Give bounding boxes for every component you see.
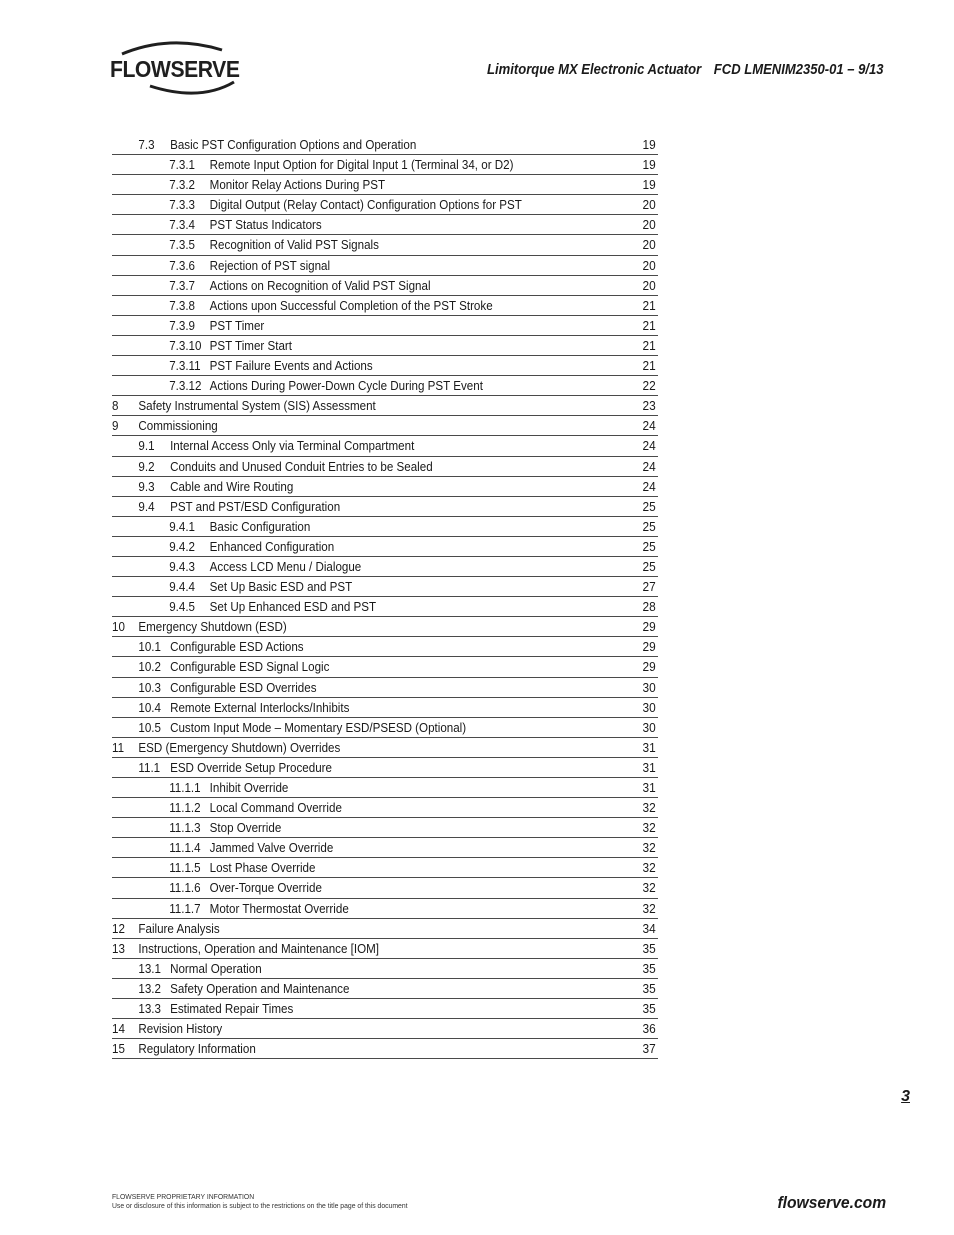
toc-entry[interactable] <box>112 939 658 959</box>
toc-entry-page: 36 <box>642 1021 656 1037</box>
toc-entry-page: 30 <box>642 699 656 715</box>
toc-entry-page: 25 <box>642 538 656 554</box>
toc-entry-page: 25 <box>642 498 656 514</box>
toc-entry[interactable] <box>112 195 658 215</box>
toc-entry-label <box>112 557 361 576</box>
toc-entry-page: 21 <box>642 297 656 313</box>
toc-entry-label <box>112 818 281 837</box>
toc-entry-page: 35 <box>642 960 656 976</box>
toc-entry[interactable] <box>112 577 658 597</box>
toc-entry-page: 30 <box>642 719 656 735</box>
toc-entry-label <box>112 778 288 797</box>
toc-entry-number: 7.3.8 <box>169 297 196 313</box>
toc-entry-label <box>112 899 349 918</box>
toc-entry[interactable] <box>112 235 658 255</box>
toc-entry-title: Failure Analysis <box>138 920 220 936</box>
toc-entry-page: 23 <box>642 398 656 414</box>
toc-entry-number: 7.3.4 <box>169 217 196 233</box>
toc-entry-title: Emergency Shutdown (ESD) <box>138 619 287 635</box>
toc-entry-label <box>112 537 334 556</box>
toc-entry-number: 11.1 <box>138 759 161 775</box>
toc-entry-number: 7.3 <box>138 137 155 152</box>
toc-entry[interactable] <box>112 376 658 396</box>
toc-entry-page: 29 <box>642 619 656 635</box>
toc-entry-label <box>112 657 329 676</box>
toc-entry-label <box>112 316 264 335</box>
toc-entry-title: Normal Operation <box>170 960 262 976</box>
toc-entry[interactable] <box>112 818 658 838</box>
toc-entry-page: 20 <box>642 197 656 213</box>
toc-entry-number: 13.3 <box>138 1001 161 1017</box>
toc-entry-page: 32 <box>642 900 656 916</box>
toc-entry-label <box>112 1019 222 1038</box>
toc-entry-title: PST and PST/ESD Configuration <box>170 498 341 514</box>
toc-entry-title: Estimated Repair Times <box>170 1001 294 1017</box>
toc-entry-number: 9.4.4 <box>169 579 196 595</box>
toc-entry-title: Motor Thermostat Override <box>209 900 349 916</box>
toc-entry[interactable] <box>112 517 658 537</box>
toc-entry-number: 11.1.4 <box>169 840 201 856</box>
toc-entry-page: 31 <box>642 780 656 795</box>
toc-entry-page: 35 <box>642 940 656 956</box>
toc-entry-label <box>112 175 385 194</box>
toc-entry-label <box>112 497 340 516</box>
toc-entry-page: 24 <box>642 458 656 474</box>
toc-entry-label <box>112 155 513 174</box>
toc-entry[interactable] <box>112 617 658 637</box>
table-of-contents <box>112 135 658 1059</box>
toc-entry-number: 7.3.6 <box>169 257 196 273</box>
toc-entry[interactable] <box>112 356 658 376</box>
toc-entry[interactable] <box>112 838 658 858</box>
toc-entry-label <box>112 276 431 295</box>
flowserve-logo <box>110 40 250 96</box>
toc-entry[interactable] <box>112 436 658 456</box>
toc-entry-label <box>112 637 304 656</box>
toc-entry-number: 9.4 <box>138 498 155 514</box>
toc-entry[interactable] <box>112 175 658 195</box>
toc-entry-label <box>112 336 292 355</box>
toc-entry-label <box>112 919 220 938</box>
toc-entry-title: PST Timer Start <box>209 337 293 353</box>
toc-entry-label <box>112 457 433 476</box>
toc-entry-page: 32 <box>642 820 656 836</box>
toc-entry-page: 24 <box>642 438 656 454</box>
toc-entry[interactable] <box>112 215 658 235</box>
toc-entry-title: Remote Input Option for Digital Input 1 (Terminal 34, or D2) <box>209 157 514 173</box>
toc-entry-number: 10.5 <box>138 719 161 735</box>
toc-entry-title: Regulatory Information <box>138 1041 256 1057</box>
toc-entry-page: 27 <box>642 579 656 595</box>
toc-entry-label <box>112 959 262 978</box>
toc-entry-title: Cable and Wire Routing <box>170 478 294 494</box>
toc-entry-page: 32 <box>642 860 656 876</box>
toc-entry-number: 9.2 <box>138 458 155 474</box>
toc-entry-title: Inhibit Override <box>209 780 289 795</box>
toc-entry[interactable] <box>112 919 658 939</box>
toc-entry[interactable] <box>112 1019 658 1039</box>
toc-entry-label <box>112 296 493 315</box>
doc-code: FCD LMENIM2350-01 – 9/13 <box>714 62 884 78</box>
toc-entry-label <box>112 878 322 897</box>
toc-entry[interactable] <box>112 537 658 557</box>
toc-entry-number: 14 <box>112 1021 125 1037</box>
toc-entry-title: Remote External Interlocks/Inhibits <box>170 699 350 715</box>
header-title <box>488 62 884 78</box>
toc-entry-title: Digital Output (Relay Contact) Configuration Options for PST <box>209 197 522 213</box>
toc-entry[interactable] <box>112 758 658 778</box>
toc-entry[interactable] <box>112 135 658 155</box>
toc-entry-page: 32 <box>642 840 656 856</box>
toc-entry-title: Monitor Relay Actions During PST <box>209 177 386 193</box>
toc-entry-number: 7.3.7 <box>169 277 196 293</box>
toc-entry-page: 35 <box>642 1001 656 1017</box>
toc-entry-page: 24 <box>642 418 656 434</box>
toc-entry[interactable] <box>112 959 658 979</box>
toc-entry-label <box>112 416 218 435</box>
toc-entry-page: 29 <box>642 659 656 675</box>
toc-entry-title: Custom Input Mode – Momentary ESD/PSESD (Optional) <box>170 719 467 735</box>
toc-entry-label <box>112 195 522 214</box>
toc-entry-number: 9.4.5 <box>169 599 196 615</box>
toc-entry-label <box>112 678 317 697</box>
toc-entry-number: 11 <box>112 739 125 755</box>
toc-entry-number: 7.3.11 <box>169 358 201 374</box>
toc-entry-title: Jammed Valve Override <box>209 840 334 856</box>
toc-entry-number: 9.4.1 <box>169 518 196 534</box>
toc-entry-label <box>112 1039 256 1058</box>
toc-entry-number: 7.3.12 <box>169 378 202 394</box>
toc-entry[interactable] <box>112 457 658 477</box>
product-name: Limitorque MX Electronic Actuator <box>487 62 702 78</box>
toc-entry-page: 19 <box>642 137 656 152</box>
toc-entry-label <box>112 999 293 1018</box>
toc-entry[interactable] <box>112 858 658 878</box>
toc-entry-number: 9.3 <box>138 478 155 494</box>
toc-entry[interactable] <box>112 336 658 356</box>
toc-entry-label <box>112 838 333 857</box>
toc-entry-label <box>112 436 414 455</box>
toc-entry-title: Instructions, Operation and Maintenance [IOM] <box>138 940 380 956</box>
toc-entry[interactable] <box>112 718 658 738</box>
toc-entry[interactable] <box>112 738 658 758</box>
toc-entry-title: PST Timer <box>209 317 265 333</box>
toc-entry-number: 15 <box>112 1041 125 1057</box>
toc-entry-title: ESD Override Setup Procedure <box>170 759 332 775</box>
toc-entry-number: 11.1.3 <box>169 820 201 836</box>
toc-entry-page: 19 <box>642 177 656 193</box>
toc-entry-number: 10.4 <box>138 699 161 715</box>
toc-entry-title: Actions During Power-Down Cycle During PST Event <box>209 378 483 394</box>
toc-entry-label <box>112 718 466 737</box>
toc-entry[interactable] <box>112 497 658 517</box>
toc-entry[interactable] <box>112 899 658 919</box>
toc-entry-title: ESD (Emergency Shutdown) Overrides <box>138 739 341 755</box>
toc-entry-number: 11.1.2 <box>169 800 201 816</box>
toc-entry-title: Safety Operation and Maintenance <box>170 980 350 996</box>
toc-entry-page: 37 <box>642 1041 656 1057</box>
logo-text: FLOWSERVE <box>110 56 240 82</box>
toc-entry[interactable] <box>112 477 658 497</box>
toc-entry-number: 10 <box>112 619 125 635</box>
toc-entry-number: 10.2 <box>138 659 161 675</box>
toc-entry[interactable] <box>112 698 658 718</box>
toc-entry[interactable] <box>112 155 658 175</box>
toc-entry-page: 21 <box>642 337 656 353</box>
toc-entry-page: 35 <box>642 980 656 996</box>
toc-entry-title: Actions on Recognition of Valid PST Signal <box>209 277 431 293</box>
toc-entry-number: 11.1.1 <box>169 780 201 795</box>
toc-entry[interactable] <box>112 597 658 617</box>
toc-entry-page: 31 <box>642 739 656 755</box>
toc-entry-label <box>112 798 342 817</box>
toc-entry-number: 7.3.1 <box>169 157 196 173</box>
toc-entry-page: 32 <box>642 800 656 816</box>
toc-entry-number: 8 <box>112 398 119 414</box>
toc-entry-label <box>112 477 293 496</box>
toc-entry-number: 13 <box>112 940 125 956</box>
toc-entry-title: Set Up Basic ESD and PST <box>209 579 353 595</box>
toc-entry[interactable] <box>112 798 658 818</box>
toc-entry-number: 11.1.6 <box>169 880 201 896</box>
toc-entry-number: 9.4.3 <box>169 558 196 574</box>
toc-entry-number: 9 <box>112 418 119 434</box>
toc-entry-title: PST Status Indicators <box>209 217 322 233</box>
toc-entry-page: 28 <box>642 599 656 615</box>
toc-entry-label <box>112 396 376 415</box>
proprietary-notice <box>112 1192 408 1210</box>
toc-entry[interactable] <box>112 878 658 898</box>
toc-entry-title: Configurable ESD Signal Logic <box>170 659 330 675</box>
toc-entry-label <box>112 256 330 275</box>
toc-entry-label <box>112 858 315 877</box>
toc-entry-number: 13.1 <box>138 960 161 976</box>
toc-entry-title: Lost Phase Override <box>209 860 316 876</box>
toc-entry-number: 10.1 <box>138 639 161 655</box>
toc-entry-label <box>112 758 332 777</box>
toc-entry-title: Enhanced Configuration <box>209 538 335 554</box>
toc-entry-title: Safety Instrumental System (SIS) Assessment <box>138 398 376 414</box>
toc-entry-title: Over-Torque Override <box>209 880 322 896</box>
toc-entry-number: 12 <box>112 920 125 936</box>
toc-entry-label <box>112 376 483 395</box>
toc-entry-page: 25 <box>642 558 656 574</box>
toc-entry[interactable] <box>112 778 658 798</box>
toc-entry-title: Set Up Enhanced ESD and PST <box>209 599 377 615</box>
toc-entry-number: 10.3 <box>138 679 161 695</box>
page-number: 3 <box>901 1088 910 1105</box>
toc-entry-title: PST Failure Events and Actions <box>209 358 373 374</box>
toc-entry[interactable] <box>112 557 658 577</box>
toc-entry-page: 32 <box>642 880 656 896</box>
toc-entry-title: Revision History <box>138 1021 223 1037</box>
website-link[interactable]: flowserve.com <box>777 1193 886 1212</box>
toc-entry-number: 9.1 <box>138 438 155 454</box>
toc-entry[interactable] <box>112 316 658 336</box>
toc-entry-page: 21 <box>642 317 656 333</box>
toc-entry-page: 19 <box>642 157 656 173</box>
proprietary-text: Use or disclosure of this information is subject to the restrictions on the title page of this document <box>112 1201 408 1210</box>
toc-entry-title: Configurable ESD Actions <box>170 639 304 655</box>
toc-entry-title: Access LCD Menu / Dialogue <box>209 558 362 574</box>
toc-entry[interactable] <box>112 396 658 416</box>
toc-entry-page: 21 <box>642 358 656 374</box>
toc-entry-title: Rejection of PST signal <box>209 257 331 273</box>
toc-entry-label <box>112 135 416 154</box>
toc-entry-page: 25 <box>642 518 656 534</box>
toc-entry[interactable] <box>112 296 658 316</box>
toc-entry-number: 7.3.5 <box>169 237 196 253</box>
toc-entry-page: 29 <box>642 639 656 655</box>
toc-entry[interactable] <box>112 276 658 296</box>
toc-entry[interactable] <box>112 637 658 657</box>
toc-entry-number: 13.2 <box>138 980 161 996</box>
toc-entry[interactable] <box>112 999 658 1019</box>
toc-entry-page: 30 <box>642 679 656 695</box>
toc-entry-title: Actions upon Successful Completion of the PST Stroke <box>209 297 493 313</box>
toc-entry-page: 20 <box>642 277 656 293</box>
toc-entry-label <box>112 597 376 616</box>
toc-entry[interactable] <box>112 1039 658 1059</box>
toc-entry-page: 31 <box>642 759 656 775</box>
toc-entry-page: 22 <box>642 378 656 394</box>
toc-entry-title: Recognition of Valid PST Signals <box>209 237 379 253</box>
toc-entry-number: 11.1.7 <box>169 900 201 916</box>
toc-entry[interactable] <box>112 416 658 436</box>
proprietary-title: FLOWSERVE PROPRIETARY INFORMATION <box>112 1192 255 1201</box>
toc-entry-label <box>112 698 349 717</box>
toc-entry-title: Local Command Override <box>209 800 342 816</box>
toc-entry-label <box>112 939 379 958</box>
toc-entry-title: Stop Override <box>209 820 282 836</box>
toc-entry-label <box>112 235 379 254</box>
toc-entry-page: 20 <box>642 217 656 233</box>
toc-entry-number: 7.3.9 <box>169 317 196 333</box>
toc-entry[interactable] <box>112 657 658 677</box>
toc-entry[interactable] <box>112 678 658 698</box>
toc-entry[interactable] <box>112 979 658 999</box>
toc-entry-number: 11.1.5 <box>169 860 201 876</box>
toc-entry-number: 7.3.2 <box>169 177 196 193</box>
toc-entry-label <box>112 215 322 234</box>
toc-entry-label <box>112 979 349 998</box>
toc-entry-title: Internal Access Only via Terminal Compartment <box>170 438 415 454</box>
toc-entry-title: Basic PST Configuration Options and Operation <box>170 137 417 152</box>
toc-entry-label <box>112 517 310 536</box>
toc-entry-title: Commissioning <box>138 418 218 434</box>
toc-entry-title: Conduits and Unused Conduit Entries to be Sealed <box>170 458 433 474</box>
toc-entry-label <box>112 738 340 757</box>
toc-entry-label <box>112 617 287 636</box>
toc-entry[interactable] <box>112 256 658 276</box>
toc-entry-label <box>112 577 352 596</box>
toc-entry-page: 24 <box>642 478 656 494</box>
toc-entry-title: Basic Configuration <box>209 518 311 534</box>
toc-entry-label <box>112 356 373 375</box>
toc-entry-page: 34 <box>642 920 656 936</box>
toc-entry-page: 20 <box>642 257 656 273</box>
toc-entry-number: 7.3.10 <box>169 337 202 353</box>
toc-entry-number: 7.3.3 <box>169 197 196 213</box>
toc-entry-page: 20 <box>642 237 656 253</box>
toc-entry-title: Configurable ESD Overrides <box>170 679 317 695</box>
toc-entry-number: 9.4.2 <box>169 538 196 554</box>
